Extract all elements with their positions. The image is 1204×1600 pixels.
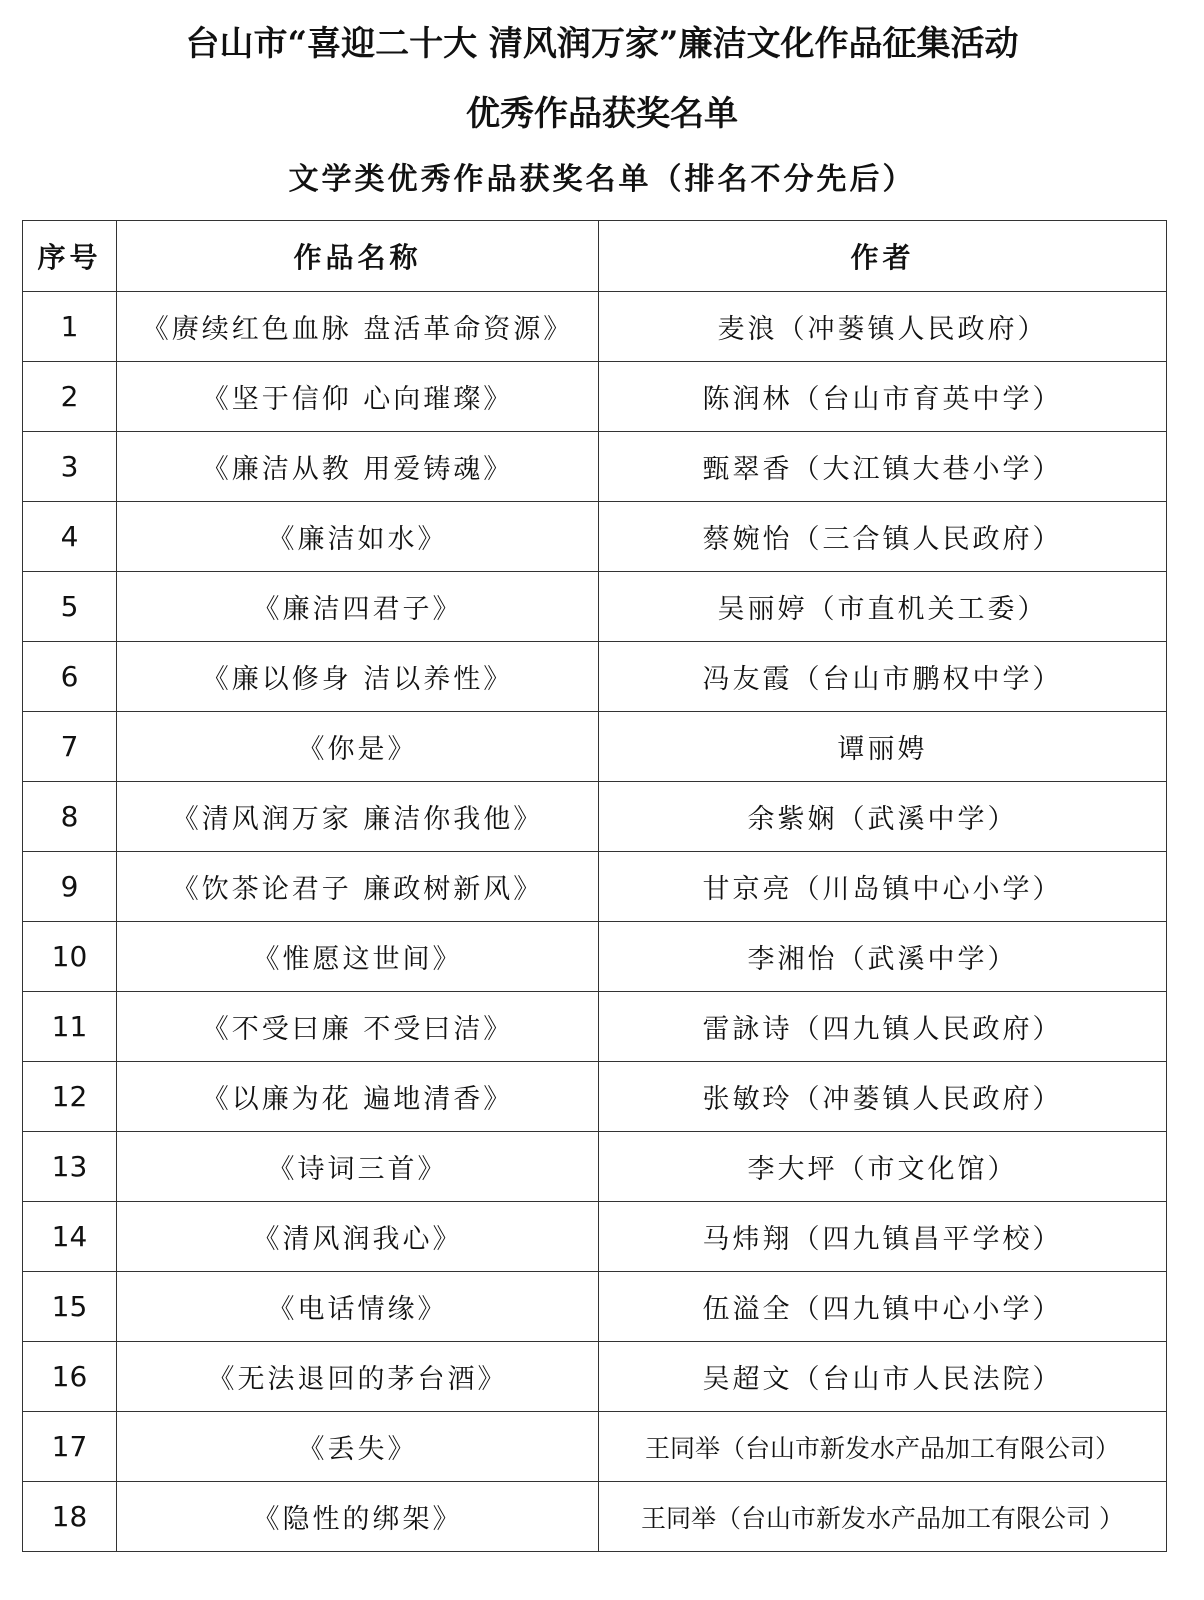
table-row (23, 362, 1167, 432)
row-work-title: 《不受曰廉 不受曰洁》 (117, 992, 599, 1062)
row-author: 甘京亮（川岛镇中心小学） (599, 852, 1167, 922)
row-author: 马炜翔（四九镇昌平学校） (599, 1202, 1167, 1272)
row-number: 1 (23, 292, 117, 362)
row-author: 吴丽婷（市直机关工委） (599, 572, 1167, 642)
table-row (23, 852, 1167, 922)
document-title-line-2: 优秀作品获奖名单 (466, 94, 738, 134)
table-row (23, 712, 1167, 782)
table-row (23, 922, 1167, 992)
table-row (23, 292, 1167, 362)
row-work-title: 《你是》 (117, 712, 599, 782)
awards-table (22, 220, 1167, 1552)
row-author: 吴超文（台山市人民法院） (599, 1342, 1167, 1412)
row-work-title: 《廉洁四君子》 (117, 572, 599, 642)
row-author: 李大坪（市文化馆） (599, 1132, 1167, 1202)
row-number: 7 (23, 712, 117, 782)
row-number: 3 (23, 432, 117, 502)
row-author: 伍溢全（四九镇中心小学） (599, 1272, 1167, 1342)
table-header-row (23, 221, 1167, 292)
row-author: 甄翠香（大江镇大巷小学） (599, 432, 1167, 502)
row-number: 4 (23, 502, 117, 572)
row-number: 18 (23, 1482, 117, 1552)
row-author: 张敏玲（冲蒌镇人民政府） (599, 1062, 1167, 1132)
row-work-title: 《隐性的绑架》 (117, 1482, 599, 1552)
row-work-title: 《饮茶论君子 廉政树新风》 (117, 852, 599, 922)
row-work-title: 《廉以修身 洁以养性》 (117, 642, 599, 712)
row-author: 李湘怡（武溪中学） (599, 922, 1167, 992)
document-title-line-1: 台山市“喜迎二十大 清风润万家”廉洁文化作品征集活动 (185, 24, 1019, 64)
row-number: 15 (23, 1272, 117, 1342)
row-work-title: 《廉洁如水》 (117, 502, 599, 572)
row-work-title: 《惟愿这世间》 (117, 922, 599, 992)
row-work-title: 《诗词三首》 (117, 1132, 599, 1202)
table-row (23, 1482, 1167, 1552)
row-author: 雷詠诗（四九镇人民政府） (599, 992, 1167, 1062)
row-work-title: 《赓续红色血脉 盘活革命资源》 (117, 292, 599, 362)
row-number: 16 (23, 1342, 117, 1412)
row-work-title: 《坚于信仰 心向璀璨》 (117, 362, 599, 432)
row-author: 冯友霞（台山市鹏权中学） (599, 642, 1167, 712)
row-number: 6 (23, 642, 117, 712)
table-row (23, 782, 1167, 852)
table-row (23, 642, 1167, 712)
row-number: 13 (23, 1132, 117, 1202)
row-number: 8 (23, 782, 117, 852)
header-work-title: 作品名称 (117, 221, 599, 292)
table-row (23, 502, 1167, 572)
row-work-title: 《廉洁从教 用爱铸魂》 (117, 432, 599, 502)
row-work-title: 《无法退回的茅台酒》 (117, 1342, 599, 1412)
row-work-title: 《清风润我心》 (117, 1202, 599, 1272)
row-number: 17 (23, 1412, 117, 1482)
header-author: 作者 (599, 221, 1167, 292)
table-row (23, 432, 1167, 502)
row-number: 12 (23, 1062, 117, 1132)
row-work-title: 《清风润万家 廉洁你我他》 (117, 782, 599, 852)
row-work-title: 《电话情缘》 (117, 1272, 599, 1342)
row-author: 王同举（台山市新发水产品加工有限公司 ） (599, 1482, 1167, 1552)
table-row (23, 1062, 1167, 1132)
table-row (23, 1272, 1167, 1342)
row-number: 14 (23, 1202, 117, 1272)
table-row (23, 1132, 1167, 1202)
row-number: 11 (23, 992, 117, 1062)
table-row (23, 992, 1167, 1062)
table-row (23, 1412, 1167, 1482)
row-number: 9 (23, 852, 117, 922)
row-author: 陈润林（台山市育英中学） (599, 362, 1167, 432)
row-author: 麦浪（冲蒌镇人民政府） (599, 292, 1167, 362)
table-row (23, 572, 1167, 642)
row-author: 余紫娴（武溪中学） (599, 782, 1167, 852)
section-subtitle: 文学类优秀作品获奖名单（排名不分先后） (288, 162, 916, 197)
row-author: 谭丽娉 (599, 712, 1167, 782)
header-number: 序号 (23, 221, 117, 292)
row-work-title: 《丢失》 (117, 1412, 599, 1482)
row-number: 2 (23, 362, 117, 432)
row-work-title: 《以廉为花 遍地清香》 (117, 1062, 599, 1132)
row-author: 蔡婉怡（三合镇人民政府） (599, 502, 1167, 572)
table-row (23, 1342, 1167, 1412)
row-number: 5 (23, 572, 117, 642)
table-row (23, 1202, 1167, 1272)
table-body (23, 292, 1167, 1552)
row-number: 10 (23, 922, 117, 992)
row-author: 王同举（台山市新发水产品加工有限公司） (599, 1412, 1167, 1482)
